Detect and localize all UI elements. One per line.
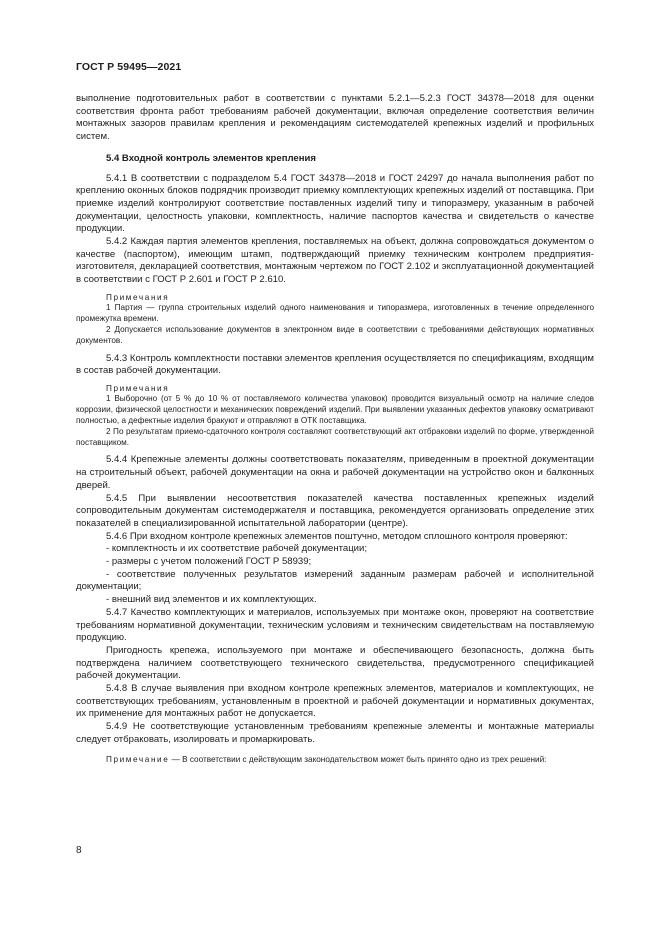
paragraph-5-4-2: 5.4.2 Каждая партия элементов крепления, поставляемых на объект, должна сопровождаться документом о качестве (паспортом), имеющим штамп, подтверждающий приемку техническим контролем предприятия-изготовителя, декларацией соответствия, монтажным чертежом по ГОСТ 2.102 и эксплуатационной документацией в соответствии с ГОСТ Р 2.601 и ГОСТ Р 2.610. [76, 236, 594, 286]
paragraph-5-4-1: 5.4.1 В соответствии с подразделом 5.4 ГОСТ 34378—2018 и ГОСТ 24297 до начала выполнения работ по креплению оконных блоков подрядчик производит приемку комплектующих крепежных изделий от поставщика. При приемке изделий контролируют соответствие поставленных изделий типу и типоразмеру, указанным в рабочей документации, целостность упаковки, комплектность, наличие паспортов качества и свидетельств о качестве продукции. [76, 172, 594, 235]
list-item: - размеры с учетом положений ГОСТ Р 58939; [106, 556, 312, 568]
note-item: 1 Выборочно (от 5 % до 10 % от поставляемого количества упаковок) проводится визуальный осмотр на наличие следов коррозии, физической целостности и механических повреждений изделий. При выявлении указанных дефектов упаковку осматривают полностью, а дефектные изделия бракуют и отправляют в ОТК поставщика. [76, 394, 594, 426]
document-body [76, 93, 594, 765]
section-heading-5-4: 5.4 Входной контроль элементов крепления [106, 152, 316, 164]
list-item: - соответствие полученных результатов измерений заданным размерам рабочей и исполнительной документации; [76, 568, 594, 593]
notes-heading: Примечания [106, 383, 170, 393]
note-item: 2 Допускается использование документов в электронном виде в соответствии с требованиями действующих нормативных документов. [76, 324, 594, 345]
page-number: 8 [76, 845, 82, 856]
document-id-header: ГОСТ Р 59495—2021 [76, 61, 182, 73]
note-item: 1 Партия — группа строительных изделий одного наименования и типоразмера, изготовленных в течение определенного промежутка времени. [76, 303, 594, 324]
note-item: 2 По результатам приемо-сдаточного контроля составляют соответствующий акт отбраковки изделий по форме, утвержденной поставщиком. [76, 426, 594, 447]
final-note-label: Примечание [106, 754, 170, 764]
paragraph-5-4-8: 5.4.8 В случае выявления при входном контроле крепежных элементов, материалов и комплектующих, не соответствующих требованиям, установленным в проектной и рабочей документации и нормативных документах, их применение для монтажных работ не допускается. [76, 683, 594, 720]
final-note [76, 754, 594, 765]
paragraph-5-4-6: 5.4.6 При входном контроле крепежных элементов поштучно, методом сплошного контроля проверяют: [106, 530, 568, 542]
list-item: - внешний вид элементов и их комплектующих. [106, 594, 317, 606]
paragraph-5-4-7: 5.4.7 Качество комплектующих и материалов, используемых при монтаже окон, проверяют на соответствие требованиям нормативной документации, техническим условиям и техническим свидетельствам на поставляемую продукцию. [76, 606, 594, 644]
paragraph-5-4-9: 5.4.9 Не соответствующие установленным требованиям крепежные элементы и монтажные материалы следует отбраковать, изолировать и промаркировать. [76, 721, 594, 745]
paragraph-5-4-7-cont: Пригодность крепежа, используемого при монтаже и обеспечивающего безопасность, должна быть подтверждена наличием соответствующего технического свидетельства, предусмотренного спецификацией рабочей документации. [76, 644, 594, 682]
paragraph-5-4-3: 5.4.3 Контроль комплектности поставки элементов крепления осуществляется по спецификациям, входящим в состав рабочей документации. [76, 352, 594, 377]
paragraph-continuation: выполнение подготовительных работ в соответствии с пунктами 5.2.1—5.2.3 ГОСТ 34378—2018 для оценки соответствия фронта работ требованиям рабочей документации, включая определение соответствия величин монтажных зазоров правилам крепления и рекомендациям системодателей крепежных изделий и профильных систем. [76, 93, 594, 143]
paragraph-5-4-4: 5.4.4 Крепежные элементы должны соответствовать показателям, приведенным в проектной документации на строительный объект, рабочей документации на окна и рабочей документации на устройство окон и балконных дверей. [76, 454, 594, 491]
final-note-text: — В соответствии с действующим законодательством может быть принято одно из трех решений: [169, 754, 547, 764]
list-item: - комплектность и их соответствие рабочей документации; [106, 543, 367, 555]
notes-heading: Примечания [106, 292, 170, 302]
paragraph-5-4-5: 5.4.5 При выявлении несоответствия показателей качества поставленных крепежных изделий сопроводительным документам системодержателя и поставщика, рекомендуется организовать определение этих показателей в специализированной испытательной лаборатории (центре). [76, 492, 594, 529]
